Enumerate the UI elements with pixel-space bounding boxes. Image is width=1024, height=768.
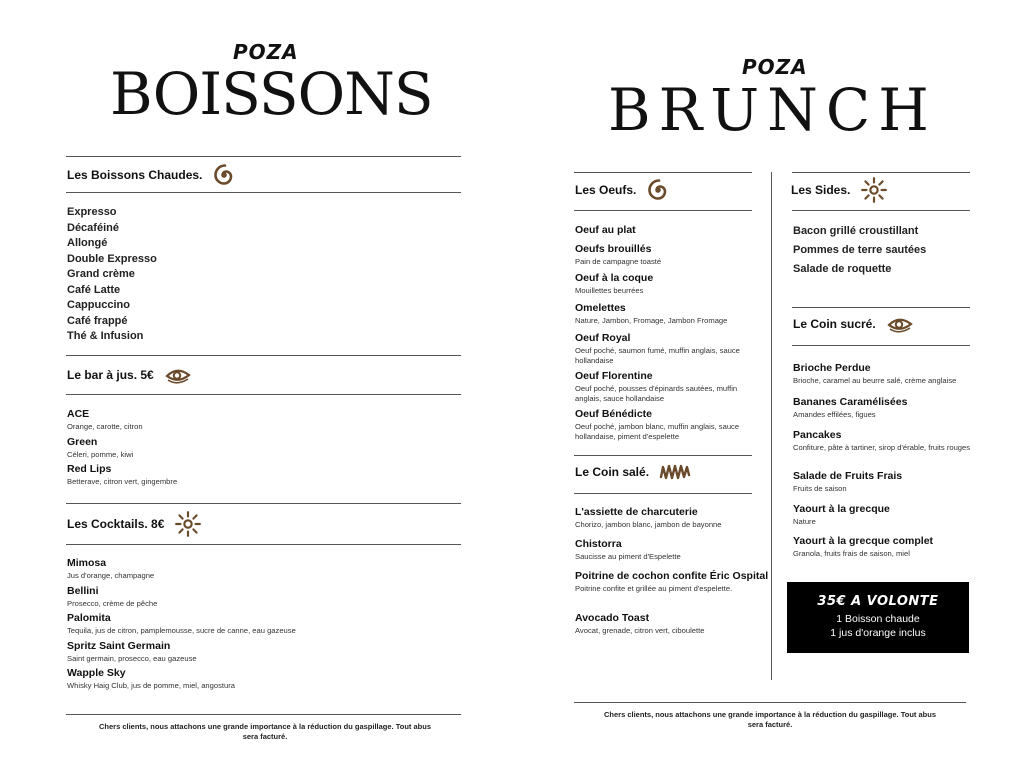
list-item: ACE Orange, carotte, citron: [67, 408, 143, 431]
list-item: Spritz Saint Germain Saint germain, prosecco, eau gazeuse: [67, 640, 197, 663]
section-heading-sides: Les Sides.: [791, 177, 888, 203]
page-title: BOISSONS: [110, 60, 433, 128]
list-item: Mimosa Jus d'orange, champagne: [67, 557, 155, 580]
list-item: Yaourt à la grecque complet Granola, fruits frais de saison, miel: [793, 535, 934, 558]
divider: [574, 493, 752, 494]
list-item: Expresso: [67, 206, 117, 218]
hot-drinks-list: [67, 205, 157, 345]
list-item: Café Latte: [67, 283, 121, 296]
list-item: Wapple Sky Whisky Haig Club, jus de pomme, miel, angostura: [67, 667, 235, 690]
divider: [792, 172, 970, 173]
divider: [66, 192, 461, 193]
section-heading-savory: Le Coin salé.: [575, 461, 691, 483]
page-title: BRUNCH: [608, 76, 937, 144]
list-item: Poitrine de cochon confite Éric Ospital Poitrine confite et grillée au piment d'espelette.: [575, 570, 769, 593]
list-item: Grand crème: [67, 268, 135, 280]
list-item: Oeuf au plat: [575, 224, 636, 236]
section-heading-cocktails: Les Cocktails. 8€: [67, 511, 202, 537]
list-item: Cappuccino: [67, 299, 130, 311]
divider: [66, 544, 461, 545]
waste-notice: Chers clients, nous attachons une grande importance à la réduction du gaspillage. Tout abus sera facturé.: [98, 722, 431, 741]
list-item: Palomita Tequila, jus de citron, pamplemousse, sucre de canne, eau gazeuse: [67, 612, 296, 635]
list-item: Décaféiné: [67, 221, 119, 234]
list-item: Bellini Prosecco, crème de pêche: [67, 585, 158, 608]
spiral-icon: [646, 178, 672, 202]
list-item: Bacon grillé croustillant: [793, 225, 919, 237]
promo-title: 35€ A VOLONTE: [817, 594, 939, 609]
eye-icon: [886, 313, 914, 335]
section-heading-hot-drinks: Les Boissons Chaudes.: [67, 163, 238, 187]
list-item: Oeuf Bénédicte Oeuf poché, jambon blanc, muffin anglais, sauce hollandaise, piment d'espelette: [575, 408, 740, 441]
list-item: Omelettes Nature, Jambon, Fromage, Jambon Fromage: [575, 302, 728, 325]
list-item: Salade de Fruits Frais Fruits de saison: [793, 470, 903, 493]
list-item: Thé & Infusion: [67, 330, 144, 342]
waste-notice: Chers clients, nous attachons une grande importance à la réduction du gaspillage. Tout abus sera facturé.: [603, 710, 936, 729]
list-item: Café frappé: [67, 314, 128, 327]
list-item: Brioche Perdue Brioche, caramel au beurre salé, crème anglaise: [793, 362, 957, 385]
list-item: Chistorra Saucisse au piment d'Espelette: [575, 538, 681, 561]
list-item: Green Céleri, pomme, kiwi: [67, 436, 134, 459]
list-item: Red Lips Betterave, citron vert, gingembre: [67, 463, 178, 486]
list-item: Avocado Toast Avocat, grenade, citron vert, ciboulette: [575, 612, 705, 635]
divider: [792, 307, 970, 308]
list-item: Pommes de terre sautées: [793, 244, 927, 256]
column-divider: [771, 172, 772, 680]
list-item: Bananes Caramélisées Amandes effilées, figues: [793, 396, 908, 419]
divider: [574, 702, 966, 703]
list-item: Oeuf Royal Oeuf poché, saumon fumé, muffin anglais, sauce hollandaise: [575, 332, 740, 365]
sun-icon: [860, 177, 888, 203]
eye-icon: [164, 364, 192, 386]
divider: [574, 210, 752, 211]
section-heading-eggs: Les Oeufs.: [575, 178, 672, 202]
list-item: Oeuf Florentine Oeuf poché, pousses d'épinards sautées, muffin anglais, sauce hollandaise: [575, 370, 738, 403]
divider: [66, 156, 461, 157]
list-item: Pancakes Confiture, pâte à tartiner, sirop d'érable, fruits rouges: [793, 429, 971, 452]
divider: [66, 714, 461, 715]
section-heading-sweet: Le Coin sucré.: [793, 313, 914, 335]
list-item: Yaourt à la grecque Nature: [793, 503, 890, 526]
promo-line: 1 Boisson chaude: [836, 613, 920, 625]
brand-logo: POZA: [742, 55, 808, 79]
list-item: Salade de roquette: [793, 263, 892, 275]
list-item: L'assiette de charcuterie Chorizo, jambon blanc, jambon de bayonne: [575, 506, 722, 529]
brand-logo: POZA: [233, 40, 299, 64]
divider: [792, 210, 970, 211]
sun-icon: [174, 511, 202, 537]
divider: [66, 355, 461, 356]
divider: [66, 394, 461, 395]
divider: [792, 345, 970, 346]
list-item: Allongé: [67, 237, 108, 249]
section-heading-juice-bar: Le bar à jus. 5€: [67, 364, 192, 386]
list-item: Double Expresso: [67, 252, 157, 265]
promo-line: 1 jus d'orange inclus: [830, 627, 926, 639]
promo-box: [787, 582, 969, 653]
spiral-icon: [212, 163, 238, 187]
list-item: Oeuf à la coque Mouillettes beurrées: [575, 272, 654, 295]
divider: [574, 172, 752, 173]
list-item: Oeufs brouillés Pain de campagne toasté: [575, 243, 662, 266]
divider: [66, 503, 461, 504]
sides-list: [793, 222, 926, 279]
zigzag-icon: [659, 461, 691, 483]
divider: [574, 455, 752, 456]
